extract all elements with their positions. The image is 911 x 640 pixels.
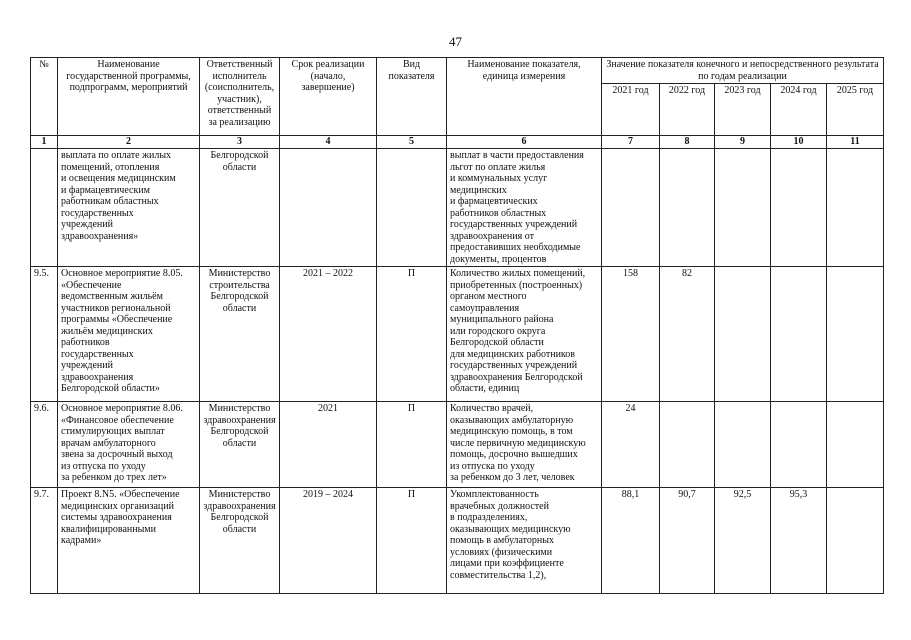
row-value-2023	[715, 267, 771, 402]
row-value-2024: 95,3	[771, 488, 827, 594]
row-program: выплата по оплате жилых помещений, отопления и освещения медицинским и фармацевтическим работникам областных государственных учреждений здравоохранения»	[58, 149, 200, 267]
row-type: П	[377, 488, 447, 594]
column-number: 2	[58, 136, 200, 149]
row-type	[377, 149, 447, 267]
row-value-2025	[827, 488, 884, 594]
row-type: П	[377, 267, 447, 402]
row-value-2024	[771, 402, 827, 488]
row-value-2022: 90,7	[660, 488, 715, 594]
column-number: 11	[827, 136, 884, 149]
table-row	[31, 488, 884, 594]
row-value-2024	[771, 267, 827, 402]
header-term: Срок реализации (начало, завершение)	[280, 58, 377, 136]
row-indicator: Укомплектованность врачебных должностей в подразделениях, оказывающих медицинскую помощь в амбулаторных условиях (физическими лицами при коэффициенте совместительства 1,2),	[447, 488, 602, 594]
column-number: 8	[660, 136, 715, 149]
header-year-2024: 2024 год	[771, 84, 827, 136]
row-value-2022	[660, 402, 715, 488]
header-indicator-name: Наименование показателя, единица измерения	[447, 58, 602, 136]
row-program: Проект 8.N5. «Обеспечение медицинских организаций системы здравоохранения квалифицированными кадрами»	[58, 488, 200, 594]
table-row	[31, 402, 884, 488]
row-value-2021: 158	[602, 267, 660, 402]
header-values-group: Значение показателя конечного и непосредственного результата по годам реализации	[602, 58, 884, 84]
row-value-2022: 82	[660, 267, 715, 402]
table-row	[31, 267, 884, 402]
row-value-2025	[827, 149, 884, 267]
header-year-2022: 2022 год	[660, 84, 715, 136]
row-program: Основное мероприятие 8.05. «Обеспечение ведомственным жильём участников региональной программы «Обеспечение жильём медицинских работников государственных учреждений здравоохранения Белгородской области»	[58, 267, 200, 402]
page-number: 47	[449, 34, 462, 49]
row-num	[31, 149, 58, 267]
header-year-2021: 2021 год	[602, 84, 660, 136]
table-row	[31, 149, 884, 267]
row-value-2021	[602, 149, 660, 267]
row-indicator: выплат в части предоставления льгот по оплате жилья и коммунальных услуг медицинских и фармацевтических работников областных государственных учреждений здравоохранения от предоставивших необходимые документы, процентов	[447, 149, 602, 267]
row-value-2024	[771, 149, 827, 267]
row-indicator: Количество врачей, оказывающих амбулаторную медицинскую помощь, в том числе первичную медицинскую помощь, досрочно вышедших из отпуска по уходу за ребенком до 3 лет, человек	[447, 402, 602, 488]
row-executor: Министерство здравоохранения Белгородской области	[200, 402, 280, 488]
row-value-2021: 88,1	[602, 488, 660, 594]
row-value-2022	[660, 149, 715, 267]
row-term: 2019 – 2024	[280, 488, 377, 594]
column-number: 5	[377, 136, 447, 149]
header-num: №	[31, 58, 58, 136]
row-term: 2021	[280, 402, 377, 488]
column-number: 1	[31, 136, 58, 149]
row-value-2023	[715, 149, 771, 267]
column-number: 10	[771, 136, 827, 149]
row-term	[280, 149, 377, 267]
row-num: 9.7.	[31, 488, 58, 594]
row-term: 2021 – 2022	[280, 267, 377, 402]
row-executor: Министерство здравоохранения Белгородской области	[200, 488, 280, 594]
column-number: 9	[715, 136, 771, 149]
row-value-2023: 92,5	[715, 488, 771, 594]
row-value-2025	[827, 402, 884, 488]
header-year-2023: 2023 год	[715, 84, 771, 136]
header-program: Наименование государственной программы, подпрограмм, мероприятий	[58, 58, 200, 136]
row-value-2021: 24	[602, 402, 660, 488]
column-number: 4	[280, 136, 377, 149]
row-program: Основное мероприятие 8.06. «Финансовое обеспечение стимулирующих выплат врачам амбулаторного звена за досрочный выход из отпуска по уходу за ребенком до трех лет»	[58, 402, 200, 488]
column-number: 6	[447, 136, 602, 149]
row-type: П	[377, 402, 447, 488]
header-indicator-type: Вид показателя	[377, 58, 447, 136]
row-value-2023	[715, 402, 771, 488]
row-executor: Министерство строительства Белгородской области	[200, 267, 280, 402]
header-year-2025: 2025 год	[827, 84, 884, 136]
row-indicator: Количество жилых помещений, приобретенных (построенных) органом местного самоуправления муниципального района или городского округа Белгородской области для медицинских работников государственных учреждений здравоохранения Белгородской области, единиц	[447, 267, 602, 402]
row-num: 9.6.	[31, 402, 58, 488]
row-num: 9.5.	[31, 267, 58, 402]
row-executor: Белгородской области	[200, 149, 280, 267]
column-number: 3	[200, 136, 280, 149]
program-table	[30, 57, 884, 594]
row-value-2025	[827, 267, 884, 402]
header-executor: Ответственный исполнитель (соисполнитель, участник), ответственный за реализацию	[200, 58, 280, 136]
column-number-row	[31, 136, 884, 149]
column-number: 7	[602, 136, 660, 149]
